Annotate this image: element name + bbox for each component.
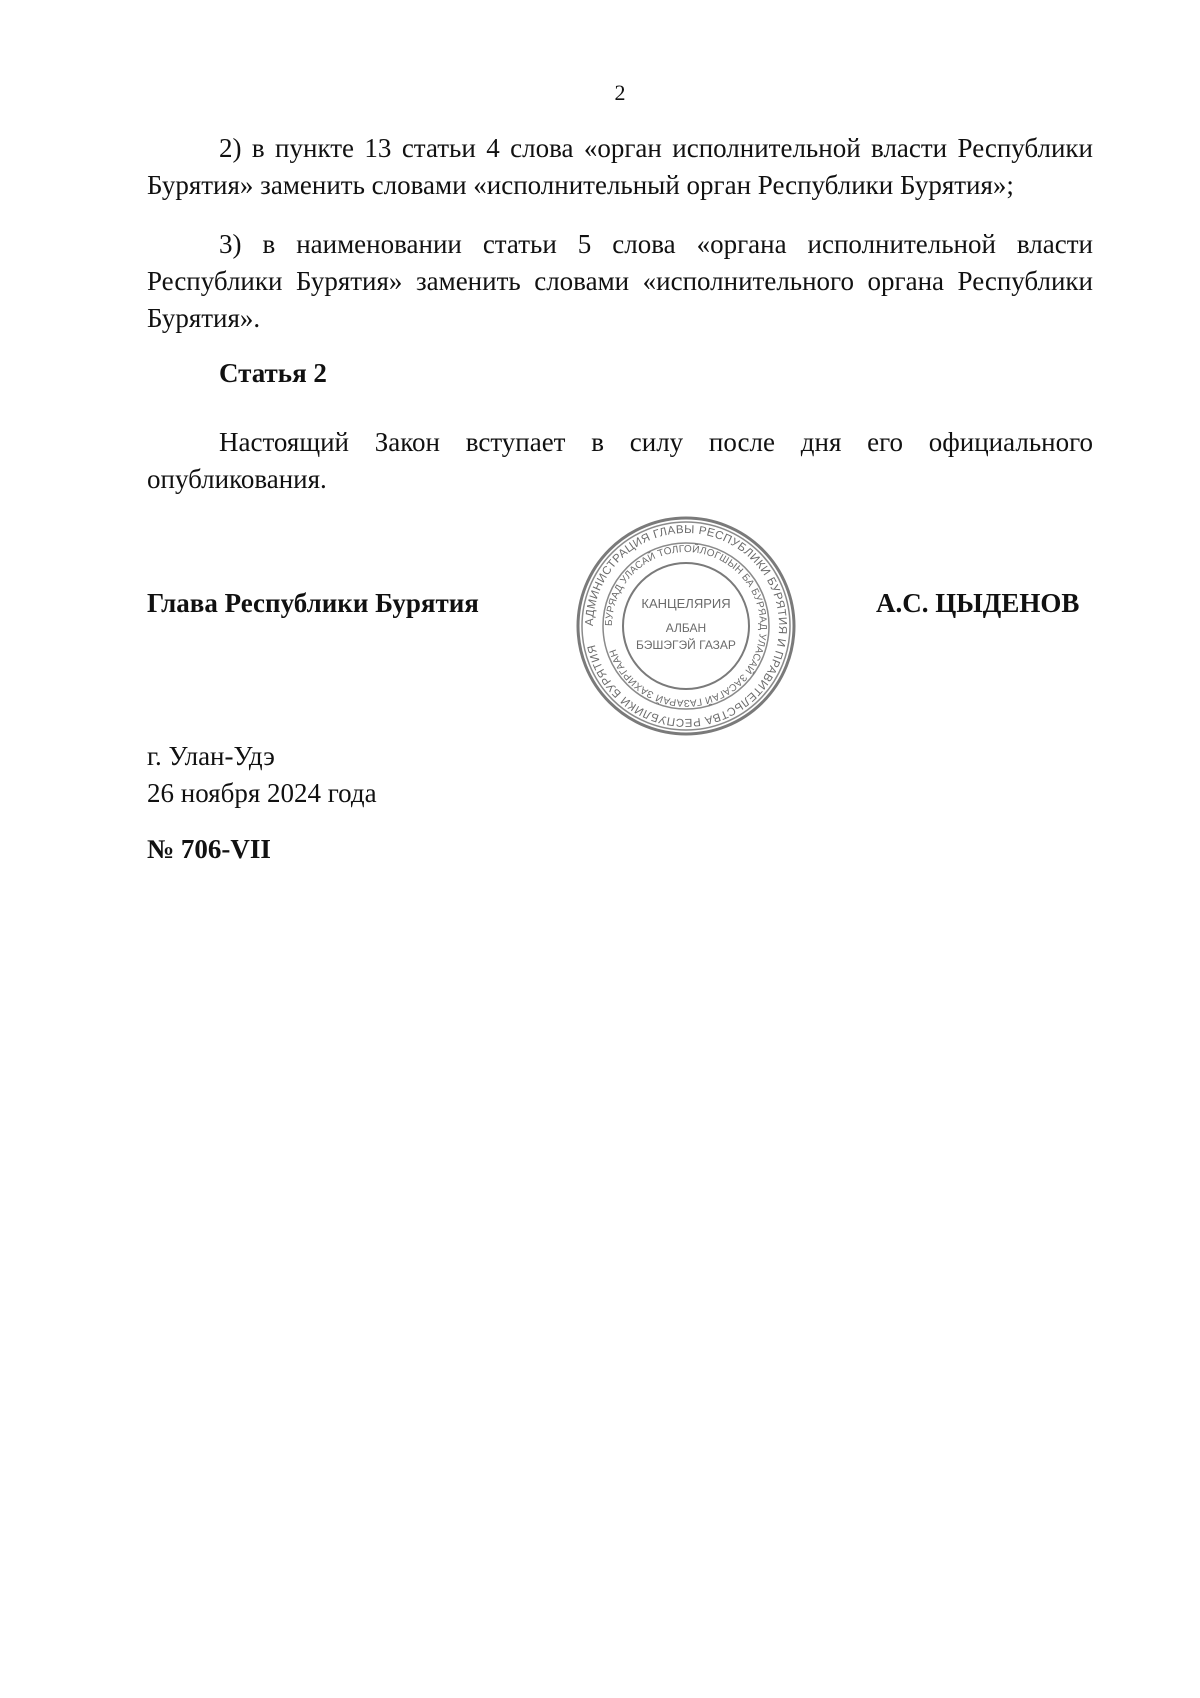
page-number: 2 bbox=[614, 80, 626, 105]
amendment-item-3: 3) в наименовании статьи 5 слова «органа исполнительной власти Республики Бурятия» заменить словами «исполнительного органа Республики Бурятия». bbox=[147, 229, 1093, 333]
amendment-item-2: 2) в пункте 13 статьи 4 слова «орган исполнительной власти Республики Бурятия» заменить словами «исполнительный орган Республики Бурятия»; bbox=[147, 133, 1093, 200]
seal-graphic bbox=[575, 515, 797, 737]
seal-outer-text: АДМИНИСТРАЦИЯ ГЛАВЫ РЕСПУБЛИКИ БУРЯТИЯ И ПРАВИТЕЛЬСТВА РЕСПУБЛИКИ БУРЯТИЯ bbox=[583, 523, 789, 729]
article-heading: Статья 2 bbox=[219, 358, 327, 388]
signing-place: г. Улан-Удэ bbox=[147, 741, 275, 771]
article-text: Настоящий Закон вступает в силу после дня его официального опубликования. bbox=[147, 427, 1093, 494]
seal-center-line-1: КАНЦЕЛЯРИЯ bbox=[641, 596, 731, 611]
signing-place-date bbox=[147, 738, 377, 812]
seal-inner-text: БУРЯАД УЛАСАЙ ТОЛГОЙЛОГШЫН БА БУРЯАД УЛАСАЙ ЗАСАГАЙ ГАЗАРАЙ ЗАХИРГААН bbox=[603, 543, 769, 709]
signatory-name: А.С. ЦЫДЕНОВ bbox=[876, 588, 1080, 618]
seal-center-line-3: БЭШЭГЭЙ ГАЗАР bbox=[636, 638, 736, 652]
law-number: № 706-VII bbox=[147, 834, 271, 864]
signing-date: 26 ноября 2024 года bbox=[147, 778, 377, 808]
signatory-position: Глава Республики Бурятия bbox=[147, 588, 479, 618]
seal-center-line-2: АЛБАН bbox=[665, 621, 707, 635]
official-seal bbox=[575, 515, 797, 737]
